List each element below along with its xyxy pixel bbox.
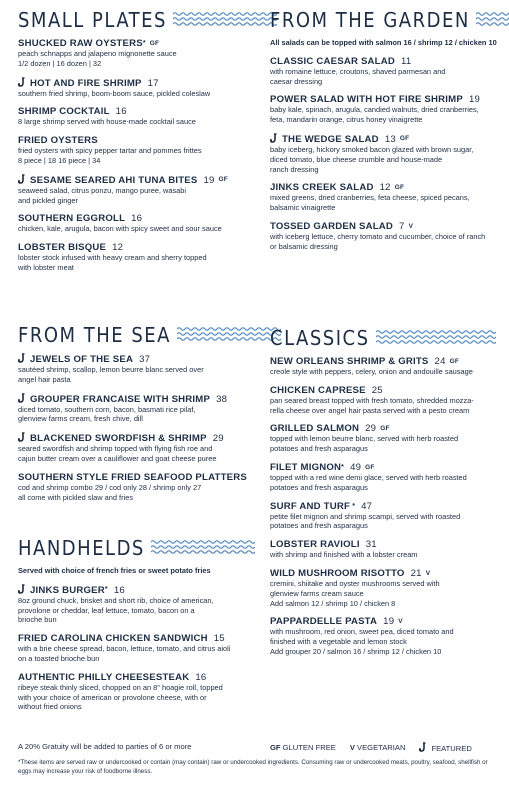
item-name-row [270,221,502,232]
item-description: feta, mandarin orange, citrus honey vinaigrette [270,115,423,125]
item-name-row [18,393,258,405]
menu-item [270,616,502,656]
item-name-row [18,38,258,49]
item-price: 31 [365,539,377,551]
legend-v: V VEGETARIAN [349,743,406,752]
item-description: brioche bun [18,615,57,625]
waves-icon [476,8,509,32]
classics-section [270,326,502,665]
item-name: POWER SALAD WITH HOT FIRE SHRIMP [270,94,463,106]
item-name: FRIED OYSTERS [18,135,98,147]
legend [270,742,472,753]
item-description: with iceberg lettuce, cherry tomato and cucumber, choice of ranch [270,231,486,241]
menu-item [18,584,258,625]
item-name-row [270,385,502,396]
item-name-row [18,584,258,596]
item-description: without fried onions [18,702,82,712]
fish-hook-icon [18,432,27,442]
item-description: all come with pickled slaw and fries [18,492,134,502]
item-name: THE WEDGE SALAD [282,133,379,145]
item-description: potatoes and fresh asparagus [270,521,368,531]
item-price: 11 [401,55,412,67]
item-description: angel hair pasta [18,374,71,384]
item-description: on a toasted brioche bun [18,653,100,663]
raw-warning-star: * [350,502,356,510]
menu-item [18,213,258,234]
item-description: finished with a vegetable and lemon stock [270,637,407,647]
small-plates-title [18,8,258,32]
menu-item [18,242,258,273]
section-note: Served with choice of french fries or sweet potato fries [18,566,211,575]
item-name-row [270,356,502,367]
section-title-text: HANDHELDS [18,536,145,560]
menu-item [270,568,502,608]
item-price: 29 [365,423,377,435]
waves-icon [376,326,496,350]
item-price: 16 [131,213,143,225]
fish-hook-icon [18,353,27,363]
item-description: 8 piece | 18 16 piece | 34 [18,155,101,165]
menu-item [270,539,502,560]
section-title-text: FROM THE GARDEN [270,8,470,32]
item-name-row [18,213,258,224]
item-name: LOBSTER RAVIOLI [270,539,360,551]
item-description: glenview farms cream, fresh chive, dill [18,414,143,424]
item-name-row [270,539,502,550]
item-name-row [270,133,502,145]
item-price: 24 [434,356,446,367]
item-description: or balsamic dressing [270,241,338,251]
item-description: balsamic vinaigrette [270,203,336,213]
item-name: SHUCKED RAW OYSTERS [18,38,143,49]
item-price: 16 [195,671,207,683]
item-price: 15 [213,633,225,645]
item-description: with romaine lettuce, croutons, shaved parmesan and [270,66,446,76]
fish-hook-icon [18,584,27,594]
item-name-row [270,94,502,105]
menu-item [18,38,258,69]
menu-item [18,432,258,464]
waves-icon [151,536,255,560]
item-description: seared swordfish and shrimp topped with flying fish roe and [18,444,213,454]
item-name-row [270,616,502,627]
diet-tag: GF [380,425,390,433]
menu-item [18,672,258,712]
item-name: HOT AND FIRE SHRIMP [30,77,142,89]
item-description: baby kale, spinach, arugula, candied walnuts, dried cranberries, [270,105,479,115]
section-note: All salads can be topped with salmon 16 / shrimp 12 / chicken 10 [270,38,497,47]
item-description: 8oz ground chuck, brisket and short rib, choice of american, [18,595,214,605]
menu-item [18,135,258,166]
menu-item [270,182,502,213]
item-description: lobster stock infused with heavy cream and sherry topped [18,253,207,263]
item-price: 19 [203,174,215,186]
item-price: 12 [112,242,124,254]
item-description: with lobster meat [18,262,74,272]
item-name-row [18,672,258,683]
item-description: 8 large shrimp served with house-made cocktail sauce [18,117,196,127]
item-description: with mushroom, red onion, sweet pea, diced tomato and [270,627,454,637]
menu-item [18,353,258,385]
item-name-row [270,423,502,434]
menu-item [18,106,258,127]
item-description: sautéed shrimp, scallop, lemon beurre blanc served over [18,365,204,374]
sea-title [18,323,258,347]
item-price: 37 [139,354,151,365]
item-name: WILD MUSHROOM RISOTTO [270,567,405,579]
menu-item [18,77,258,99]
item-name-row [18,353,258,365]
item-description: cod and shrimp combo 29 / cod only 28 / shrimp only 27 [18,482,202,492]
fish-hook-icon [18,393,27,403]
menu-item [270,462,502,493]
item-description: potatoes and fresh asparagus [270,482,368,492]
item-description: chicken, kale, arugula, bacon with spicy sweet and sour sauce [18,224,222,234]
item-name-row [270,501,502,512]
raw-warning-star: * [341,463,345,471]
diet-tag: GF [218,175,228,183]
item-name-row [18,633,258,644]
item-description: with a brie cheese spread, bacon, lettuce, tomato, and citrus aioli [18,644,231,654]
menu-item [18,393,258,425]
item-name-row [270,462,502,473]
legend-featured: FEATURED [419,742,471,753]
waves-icon [177,323,281,347]
diet-tag: GF [365,463,375,471]
item-description: with your choice of american or provolone cheese, with or [18,692,207,702]
menu-item [270,501,502,532]
item-name-row [18,106,258,117]
item-name: SHRIMP COCKTAIL [18,106,110,118]
item-description: mixed greens, dried cranberries, feta cheese, spiced pecans, [270,193,470,203]
item-name: CHICKEN CAPRESE [270,384,366,396]
item-name-row [18,174,258,186]
item-name: NEW ORLEANS SHRIMP & GRITS [270,356,429,367]
item-name-row [18,242,258,253]
item-description: with shrimp and finished with a lobster cream [270,550,418,560]
section-title-text: CLASSICS [270,326,370,350]
item-name: GRILLED SALMON [270,423,360,435]
item-name: TOSSED GARDEN SALAD [270,220,394,232]
legend-gf: GF GLUTEN FREE [270,743,336,752]
item-description: diced tomato, blue cheese crumble and house-made [270,154,443,164]
menu-item [18,633,258,664]
item-description: Add grouper 20 / salmon 16 / shrimp 12 / chicken 10 [270,646,442,656]
item-name: JINKS BURGER [30,584,105,596]
menu-item [270,94,502,125]
item-price: 7 [399,220,405,232]
item-name-row [18,135,258,146]
item-description: seaweed salad, citrus ponzu, mango puree, wasabi [18,185,187,195]
item-description: provolone or cheddar, leaf lettuce, tomato, bacon on a [18,605,195,615]
item-description: creole style with peppers, celery, onion and andouille sausage [270,367,473,376]
item-name: SOUTHERN EGGROLL [18,213,126,225]
item-price: 16 [115,106,127,118]
diet-tag: GF [399,134,410,142]
fish-hook-icon [18,174,27,184]
item-name: LOBSTER BISQUE [18,242,107,254]
fish-hook-icon [270,133,279,143]
item-description: 1/2 dozen | 16 dozen | 32 [18,58,102,68]
menu-item [270,385,502,416]
item-description: topped with a red wine demi glace, served with herb roasted [270,472,467,482]
diet-tag: GF [449,358,460,365]
handhelds-title [18,536,258,560]
item-price: 29 [212,433,224,445]
garden-section [270,8,502,260]
item-description: ranch dressing [270,164,319,174]
item-name: SESAME SEARED AHI TUNA BITES [30,174,198,186]
item-name: FRIED CAROLINA CHICKEN SANDWICH [18,633,208,645]
item-description: diced tomato, southern corn, bacon, basmati rice pilaf, [18,404,196,414]
item-description: potatoes and fresh asparagus [270,444,368,454]
item-price: 21 [410,567,422,579]
menu-item [270,221,502,252]
item-price: 25 [371,384,383,396]
item-description: baby iceberg, hickory smoked bacon glazed with brown sugar, [270,144,474,154]
item-price: 19 [468,94,481,106]
menu-item [270,56,502,87]
item-description: Add salmon 12 / shrimp 10 / chicken 8 [270,598,396,608]
item-name-row [270,56,502,67]
fine-print: *These items are served raw or undercooked or contain (may contain) raw or undercooked ingredients. Consuming raw or undercooked meats, poultry, seafood, shellfish or eggs may increase your risk of foodborne illness. [18,759,488,775]
item-description: rella cheese over angel hair pasta served with a pesto cream [270,405,470,415]
diet-tag: V [408,222,414,230]
garden-title [270,8,502,32]
menu-item [18,472,258,503]
item-name: JINKS CREEK SALAD [270,182,374,194]
raw-warning-star: * [104,585,108,593]
item-name: JEWELS OF THE SEA [30,354,134,365]
item-description: fried oysters with spicy pepper tartar and pommes frittes [18,146,202,156]
item-price: 12 [379,182,391,194]
menu-item [270,133,502,174]
menu-item [270,423,502,454]
item-price: 17 [147,77,159,89]
item-name: CLASSIC CAESAR SALAD [270,55,395,67]
section-title-text: FROM THE SEA [18,323,171,347]
item-description: ribeye steak thinly sliced, chopped on an 8" hoagie roll, topped [18,682,223,692]
diet-tag: V [398,618,403,626]
sea-section [18,323,258,510]
item-description: cajun butter cream over a cauliflower and goat cheese puree [18,453,217,463]
item-description: caesar dressing [270,76,323,86]
item-price: 19 [383,616,395,628]
item-name: GROUPER FRANCAISE WITH SHRIMP [30,393,211,405]
menu-item [18,174,258,206]
small-plates-section [18,8,258,281]
item-name: SOUTHERN STYLE FRIED SEAFOOD PLATTERS [18,471,247,483]
item-description: petite filet mignon and shrimp scampi, served with roasted [270,511,461,521]
item-name-row [18,77,258,89]
gratuity-note: A 20% Gratuity will be added to parties of 6 or more [18,742,192,751]
item-description: and pickled ginger [18,195,78,205]
item-description: southern fried shrimp, boom-boom sauce, pickled coleslaw [18,88,211,98]
menu-item [270,356,502,377]
item-price: 49 [350,461,362,473]
item-name-row [18,432,258,444]
diet-tag: GF [149,40,160,47]
handhelds-section [18,536,258,720]
raw-warning-star: * [142,40,146,47]
item-price: 13 [384,133,396,145]
fish-hook-icon [18,77,27,87]
diet-tag: GF [394,184,405,192]
item-name-row [270,568,502,579]
item-description: peach schnapps and jalapeno mignonette sauce [18,49,177,58]
item-description: pan seared breast topped with fresh tomato, shredded mozza- [270,395,474,405]
classics-title [270,326,502,350]
diet-tag: V [425,569,431,577]
item-price: 16 [113,584,125,596]
item-name-row [270,182,502,193]
fish-hook-icon [419,742,428,752]
item-price: 47 [361,500,373,512]
item-name-row [18,472,258,483]
item-name: FILET MIGNON [270,461,342,473]
waves-icon [173,8,277,32]
item-price: 38 [216,393,228,405]
item-name: SURF AND TURF [270,500,351,512]
section-title-text: SMALL PLATES [18,8,167,32]
item-description: cremini, shiitake and oyster mushrooms served with [270,578,440,588]
item-description: glenview farms cream sauce [270,588,364,598]
item-name: AUTHENTIC PHILLY CHEESESTEAK [18,671,190,683]
item-description: topped with lemon beurre blanc, served with herb roasted [270,434,459,444]
item-name: BLACKENED SWORDFISH & SHRIMP [30,433,207,445]
item-name: PAPPARDELLE PASTA [270,616,378,628]
